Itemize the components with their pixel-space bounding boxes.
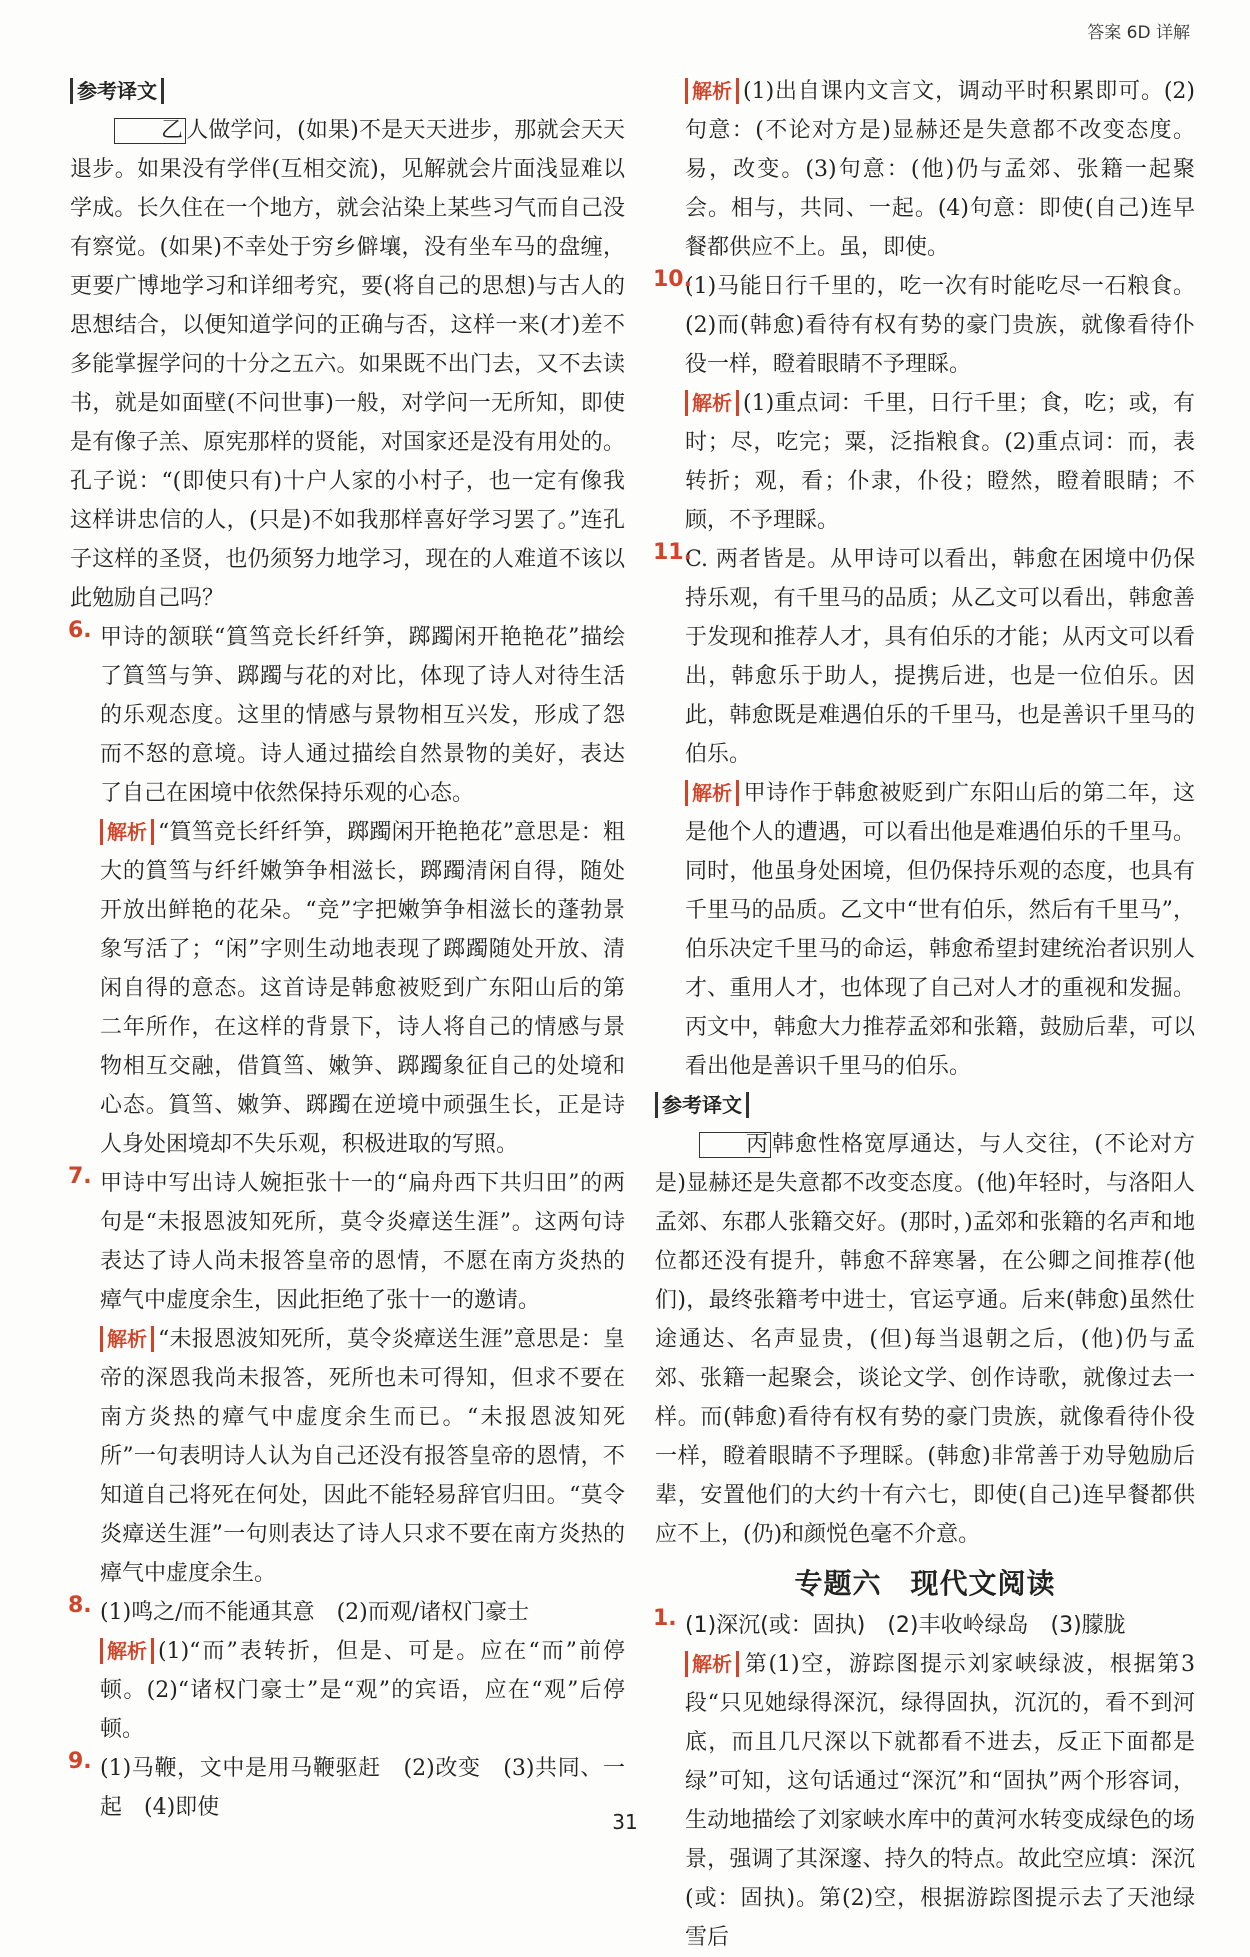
ref-title [70, 72, 625, 111]
left-column [70, 72, 625, 1827]
answer-text: (1)马能日行千里的，吃一次有时能吃尽一石粮食。(2)而(韩愈)看待有权有势的豪门贵族，就像看待仆役一样，瞪着眼睛不予理睬。 [685, 274, 1195, 377]
question-number: 7. [68, 1164, 92, 1189]
answer-text: 甲诗中写出诗人婉拒张十一的“扁舟西下共归田”的两句是“未报恩波知死所，莫令炎瘴送生涯”。这两句诗表达了诗人尚未报答皇帝的恩情，不愿在南方炎热的瘴气中虚度余生，因此拒绝了张十一的邀请。 [100, 1171, 625, 1313]
question-number: 8. [68, 1593, 92, 1618]
analysis-text: (1)出自课内文言文，调动平时积累即可。(2)句意：(不论对方是)显赫还是失意都不改变态度。易，改变。(3)句意：(他)仍与孟郊、张籍一起聚会。相与，共同、一起。(4)句意：即使(自己)连早餐都供应不上。虽，即使。 [685, 79, 1195, 260]
analysis-text: “未报恩波知死所，莫令炎瘴送生涯”意思是：皇帝的深恩我尚未报答，死所也未可得知，但求不要在南方炎热的瘴气中虚度余生而已。“未报恩波知死所”一句表明诗人认为自己还没有报答皇帝的恩情，不知道自己将死在何处，因此不能轻易辞官归田。“莫令炎瘴送生涯”一句则表达了诗人只求不要在南方炎热的瘴气中虚度余生。 [100, 1327, 625, 1586]
translation-label: 乙 [114, 118, 186, 144]
analysis-tag: 解析 [100, 1638, 154, 1664]
translation-bing [655, 1125, 1195, 1554]
translation-text: 韩愈性格宽厚通达，与人交往，(不论对方是)显赫还是失意都不改变态度。(他)年轻时，与洛阳人孟郊、东郡人张籍交好。(那时，)孟郊和张籍的名声和地位都还没有提升，韩愈不辞寒暑，在公卿之间推荐(他们)，最终张籍考中进士，官运亨通。后来(韩愈)虽然仕途通达、名声显贵，(但)每当退朝之后，(他)仍与孟郊、张籍一起聚会，谈论文学、创作诗歌，就像过去一样。而(韩愈)看待有权有势的豪门贵族，就像看待仆役一样，瞪着眼睛不予理睬。(韩愈)非常善于劝导勉励后辈，安置他们的大约十有六七，即使(自己)连早餐都供应不上，(仍)和颜悦色毫不介意。 [655, 1132, 1195, 1547]
question-number: 1. [653, 1606, 677, 1631]
page-number: 31 [612, 1810, 638, 1834]
translation-text: 人做学问，(如果)不是天天进步，那就会天天退步。如果没有学伴(互相交流)，见解就会片面浅显难以学成。长久住在一个地方，就会沾染上某些习气而自己没有察觉。(如果)不幸处于穷乡僻壤，没有坐车马的盘缠，更要广博地学习和详细考究，要(将自己的思想)与古人的思想结合，以便知道学问的正确与否，这样一来(才)差不多能掌握学问的十分之五六。如果既不出门去，又不去读书，就是如面壁(不问世事)一般，对学问一无所知，即使是有像子羔、原宪那样的贤能，对国家还是没有用处的。孔子说：“(即使只有)十户人家的小村子，也一定有像我这样讲忠信的人，(只是)不如我那样喜好学习罢了。”连孔子这样的圣贤，也仍须努力地学习，现在的人难道不该以此勉励自己吗？ [70, 118, 625, 611]
question-number: 6. [68, 618, 92, 643]
answer-6 [70, 618, 625, 1164]
page-header: 答案 6D 详解 [1087, 23, 1190, 43]
analysis-tag: 解析 [100, 819, 154, 845]
answer-s1 [655, 1606, 1195, 1957]
question-number: 9. [68, 1749, 92, 1774]
analysis-tag: 解析 [685, 1651, 739, 1677]
translation-label: 丙 [699, 1132, 771, 1158]
answer-text: (1)鸣之/而不能通其意 (2)而观/诸权门豪士 [100, 1600, 530, 1625]
analysis-text: 第(1)空，游踪图提示刘家峡绿波，根据第3段“只见她绿得深沉，绿得固执，沉沉的，看不到河底，而且几尺深以下就都看不进去，反正下面都是绿”可知，这句话通过“深沉”和“固执”两个形容词，生动地描绘了刘家峡水库中的黄河水转变成绿色的场景，强调了其深邃、持久的特点。故此空应填：深沉(或：固执)。第(2)空，根据游踪图提示去了天池绿雪后 [685, 1652, 1195, 1950]
answer-8 [70, 1593, 625, 1749]
question-number: 10. [653, 267, 692, 292]
answer-text: 甲诗的颔联“篔筜竞长纤纤笋，踯躅闲开艳艳花”描绘了篔筜与笋、踯躅与花的对比，体现了诗人对待生活的乐观态度。这里的情感与景物相互兴发，形成了怨而不怒的意境。诗人通过描绘自然景物的美好，表达了自己在困境中依然保持乐观的心态。 [100, 625, 625, 806]
answer-10 [655, 267, 1195, 540]
ref-translation-tag: 参考译文 [655, 1092, 749, 1118]
analysis-text: “篔筜竞长纤纤笋，踯躅闲开艳艳花”意思是：粗大的篔筜与纤纤嫩笋争相滋长，踯躅清闲自得，随处开放出鲜艳的花朵。“竞”字把嫩笋争相滋长的蓬勃景象写活了；“闲”字则生动地表现了踯躅随处开放、清闲自得的意态。这首诗是韩愈被贬到广东阳山后的第二年所作，在这样的背景下，诗人将自己的情感与景物相互交融，借篔筜、嫩笋、踯躅象征自己的处境和心态。篔筜、嫩笋、踯躅在逆境中顽强生长，正是诗人身处困境却不失乐观，积极进取的写照。 [100, 820, 625, 1157]
analysis-text: (1)“而”表转折，但是、可是。应在“而”前停顿。(2)“诸权门豪士”是“观”的宾语，应在“观”后停顿。 [100, 1639, 625, 1742]
analysis-tag: 解析 [685, 780, 739, 806]
answer-11 [655, 540, 1195, 1086]
right-column [655, 72, 1195, 1957]
answer-text: (1)马鞭，文中是用马鞭驱赶 (2)改变 (3)共同、一起 (4)即使 [100, 1756, 625, 1820]
analysis-tag: 解析 [100, 1326, 154, 1352]
analysis-text: (1)重点词：千里，日行千里；食，吃；或，有时；尽，吃完；粟，泛指粮食。(2)重点词：而，表转折；观，看；仆隶，仆役；瞪然，瞪着眼睛；不顾，不予理睬。 [685, 391, 1195, 533]
section-title: 专题六 现代文阅读 [794, 1567, 1056, 1600]
answer-text: C. 两者皆是。从甲诗可以看出，韩愈在困境中仍保持乐观，有千里马的品质；从乙文可以看出，韩愈善于发现和推荐人才，具有伯乐的才能；从丙文可以看出，韩愈乐于助人，提携后进，也是一位伯乐。因此，韩愈既是难遇伯乐的千里马，也是善识千里马的伯乐。 [685, 547, 1195, 767]
answer-text: (1)深沉(或：固执) (2)丰收岭绿岛 (3)朦胧 [685, 1613, 1126, 1638]
ref-translation-tag: 参考译文 [70, 78, 164, 104]
answer-7 [70, 1164, 625, 1593]
translation-yi [70, 111, 625, 618]
answer-9-analysis [655, 72, 1195, 267]
question-number: 11. [653, 540, 692, 565]
ref-title-2 [655, 1086, 1195, 1125]
analysis-text: 甲诗作于韩愈被贬到广东阳山后的第二年，这是他个人的遭遇，可以看出他是难遇伯乐的千里马。同时，他虽身处困境，但仍保持乐观的态度，也具有千里马的品质。乙文中“世有伯乐，然后有千里马”，伯乐决定千里马的命运，韩愈希望封建统治者识别人才、重用人才，也体现了自己对人才的重视和发掘。丙文中，韩愈大力推荐孟郊和张籍，鼓励后辈，可以看出他是善识千里马的伯乐。 [685, 781, 1195, 1079]
analysis-tag: 解析 [685, 78, 739, 104]
analysis-tag: 解析 [685, 390, 739, 416]
